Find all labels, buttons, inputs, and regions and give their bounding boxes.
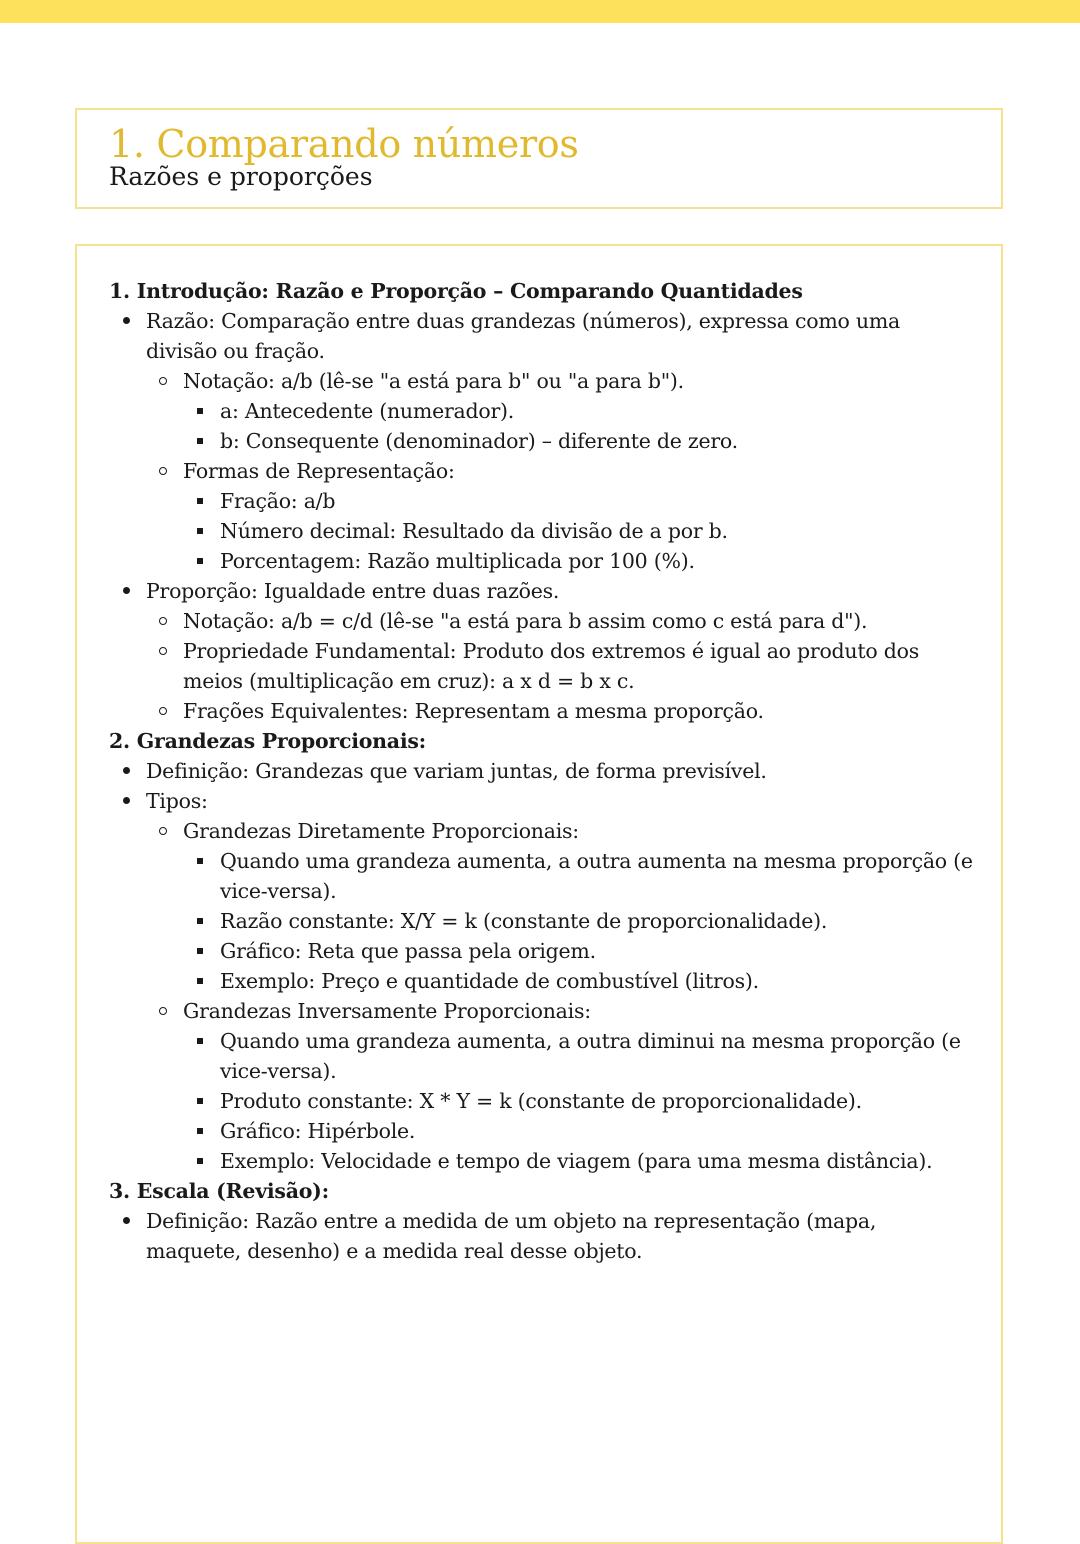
sub-sub-list [183, 1026, 977, 1176]
list-item-text: Grandezas Inversamente Proporcionais: [183, 999, 591, 1023]
list-item: a: Antecedente (numerador). [183, 396, 977, 426]
sub-sub-list [183, 396, 977, 456]
list-item: Exemplo: Preço e quantidade de combustível (litros). [183, 966, 977, 996]
list-item: Propriedade Fundamental: Produto dos extremos é igual ao produto dos meios (multiplicação em cruz): a x d = b x c. [146, 636, 977, 696]
section-heading: 1. Introdução: Razão e Proporção – Comparando Quantidades [109, 279, 803, 303]
list-item-text: Formas de Representação: [183, 459, 455, 483]
list-item: Produto constante: X * Y = k (constante de proporcionalidade). [183, 1086, 977, 1116]
list-item [146, 996, 977, 1176]
list-item-text: Proporção: Igualdade entre duas razões. [146, 579, 560, 603]
list-item: b: Consequente (denominador) – diferente de zero. [183, 426, 977, 456]
notes-content [109, 276, 977, 1266]
sub-list [146, 606, 977, 726]
section-heading: 2. Grandezas Proporcionais: [109, 729, 426, 753]
list-item: Definição: Razão entre a medida de um objeto na representação (mapa, maquete, desenho) e a medida real desse objeto. [109, 1206, 977, 1266]
list-item: Gráfico: Hipérbole. [183, 1116, 977, 1146]
section-heading: 3. Escala (Revisão): [109, 1179, 329, 1203]
list-item [146, 366, 977, 456]
title-card [75, 108, 1003, 209]
list-item-text: Grandezas Diretamente Proporcionais: [183, 819, 579, 843]
bullet-list [109, 1206, 977, 1266]
sub-list [146, 366, 977, 576]
bullet-list [109, 306, 977, 726]
list-item [109, 786, 977, 1176]
list-item: Quando uma grandeza aumenta, a outra diminui na mesma proporção (e vice-versa). [183, 1026, 977, 1086]
list-item-text: Notação: a/b (lê-se "a está para b" ou "a para b"). [183, 369, 684, 393]
list-item: Porcentagem: Razão multiplicada por 100 (%). [183, 546, 977, 576]
top-accent-bar [0, 0, 1080, 23]
list-item: Quando uma grandeza aumenta, a outra aumenta na mesma proporção (e vice-versa). [183, 846, 977, 906]
list-item: Definição: Grandezas que variam juntas, de forma previsível. [109, 756, 977, 786]
page-title: 1. Comparando números [109, 122, 579, 166]
list-item: Razão constante: X/Y = k (constante de proporcionalidade). [183, 906, 977, 936]
list-item: Fração: a/b [183, 486, 977, 516]
sub-sub-list [183, 486, 977, 576]
list-item [109, 576, 977, 726]
notes-card [75, 244, 1003, 1544]
list-item-text: Tipos: [146, 789, 208, 813]
sub-sub-list [183, 846, 977, 996]
list-item-text: Razão: Comparação entre duas grandezas (números), expressa como uma divisão ou fração. [146, 309, 901, 363]
list-item: Número decimal: Resultado da divisão de a por b. [183, 516, 977, 546]
bullet-list [109, 756, 977, 1176]
list-item [109, 306, 977, 576]
list-item: Notação: a/b = c/d (lê-se "a está para b assim como c está para d"). [146, 606, 977, 636]
list-item [146, 816, 977, 996]
page-subtitle: Razões e proporções [109, 162, 373, 191]
list-item [146, 456, 977, 576]
list-item: Gráfico: Reta que passa pela origem. [183, 936, 977, 966]
list-item: Frações Equivalentes: Representam a mesma proporção. [146, 696, 977, 726]
sub-list [146, 816, 977, 1176]
list-item: Exemplo: Velocidade e tempo de viagem (para uma mesma distância). [183, 1146, 977, 1176]
